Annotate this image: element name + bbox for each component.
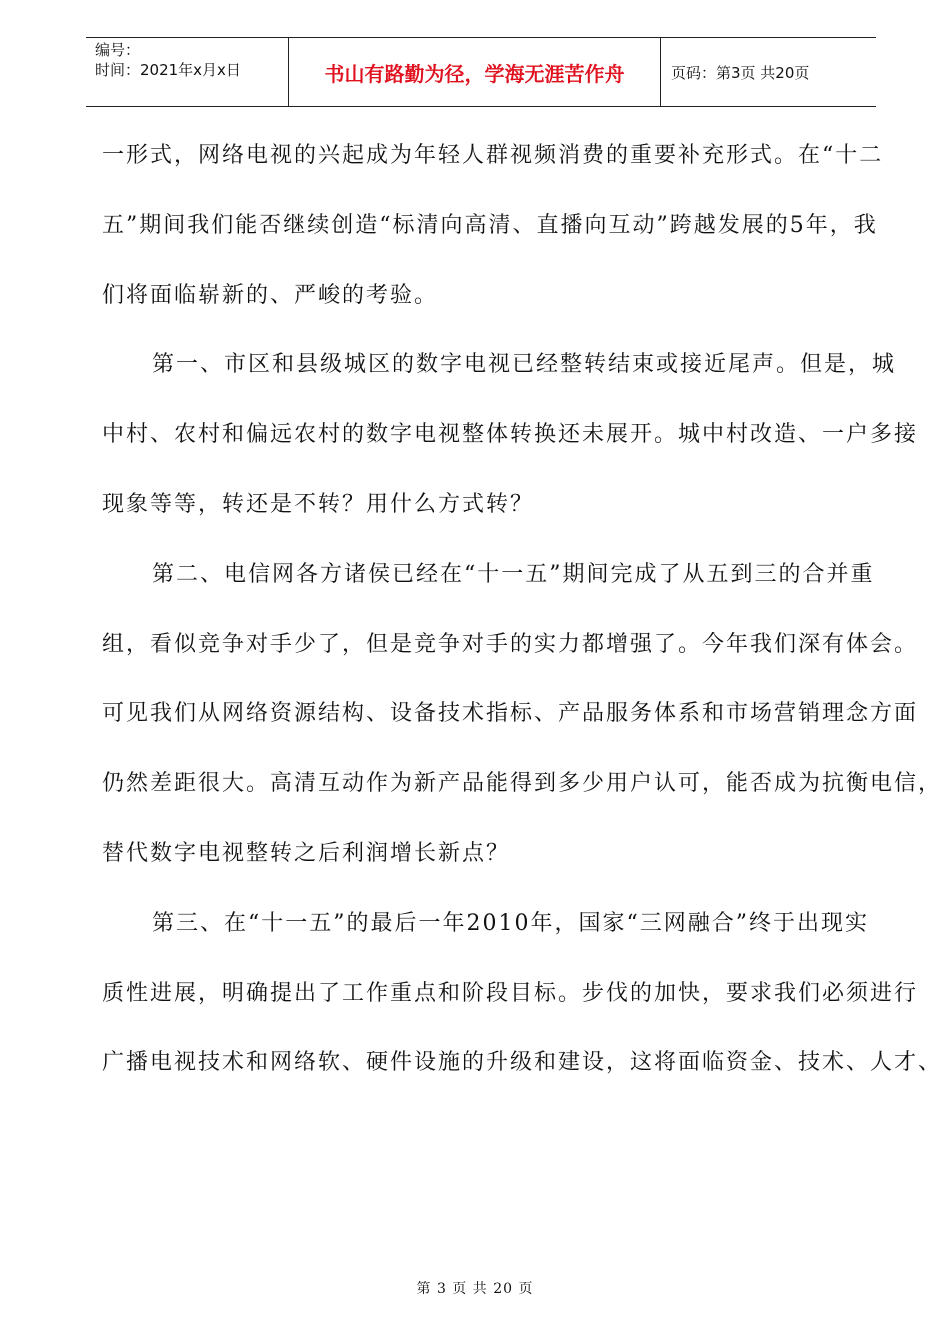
page-footer: 第 3 页 共 20 页	[416, 1281, 534, 1297]
text-line: 第一、市区和县级城区的数字电视已经整转结束或接近尾声。但是，城	[152, 352, 897, 378]
text-line: 可见我们从网络资源结构、设备技术指标、产品服务体系和市场营销理念方面	[102, 701, 919, 727]
text-line: 现象等等，转还是不转？用什么方式转？	[102, 491, 535, 517]
page-header	[86, 37, 876, 107]
text-line: 组，看似竞争对手少了，但是竞争对手的实力都增强了。今年我们深有体会。	[102, 631, 919, 657]
text-line: 广播电视技术和网络软、硬件设施的升级和建设，这将面临资金、技术、人才、	[102, 1050, 943, 1076]
header-page-info: 页码：第3页 共20页	[671, 63, 810, 82]
header-motto: 书山有路勤为径，学海无涯苦作舟	[288, 38, 661, 106]
text-line: 中村、农村和偏远农村的数字电视整体转换还未展开。城中村改造、一户多接	[102, 422, 919, 448]
text-line: 一形式，网络电视的兴起成为年轻人群视频消费的重要补充形式。在“十二	[102, 143, 884, 168]
text-line: 五”期间我们能否继续创造“标清向高清、直播向互动”跨越发展的5年，我	[102, 212, 878, 238]
number-label: 编号：	[95, 41, 141, 59]
header-meta	[86, 38, 288, 106]
text-line: 仍然差距很大。高清互动作为新产品能得到多少用户认可，能否成为抗衡电信，	[102, 771, 943, 797]
time-label: 时间：2021年x月x日	[95, 61, 241, 79]
text-line: 第二、电信网各方诸侯已经在“十一五”期间完成了从五到三的合并重	[152, 561, 875, 587]
text-line: 质性进展，明确提出了工作重点和阶段目标。步伐的加快，要求我们必须进行	[102, 980, 919, 1006]
text-line: 们将面临崭新的、严峻的考验。	[102, 282, 439, 308]
text-line: 替代数字电视整转之后利润增长新点？	[102, 840, 511, 866]
document-body	[102, 140, 943, 1117]
text-line: 第三、在“十一五”的最后一年2010年，国家“三网融合”终于出现实	[152, 910, 869, 936]
